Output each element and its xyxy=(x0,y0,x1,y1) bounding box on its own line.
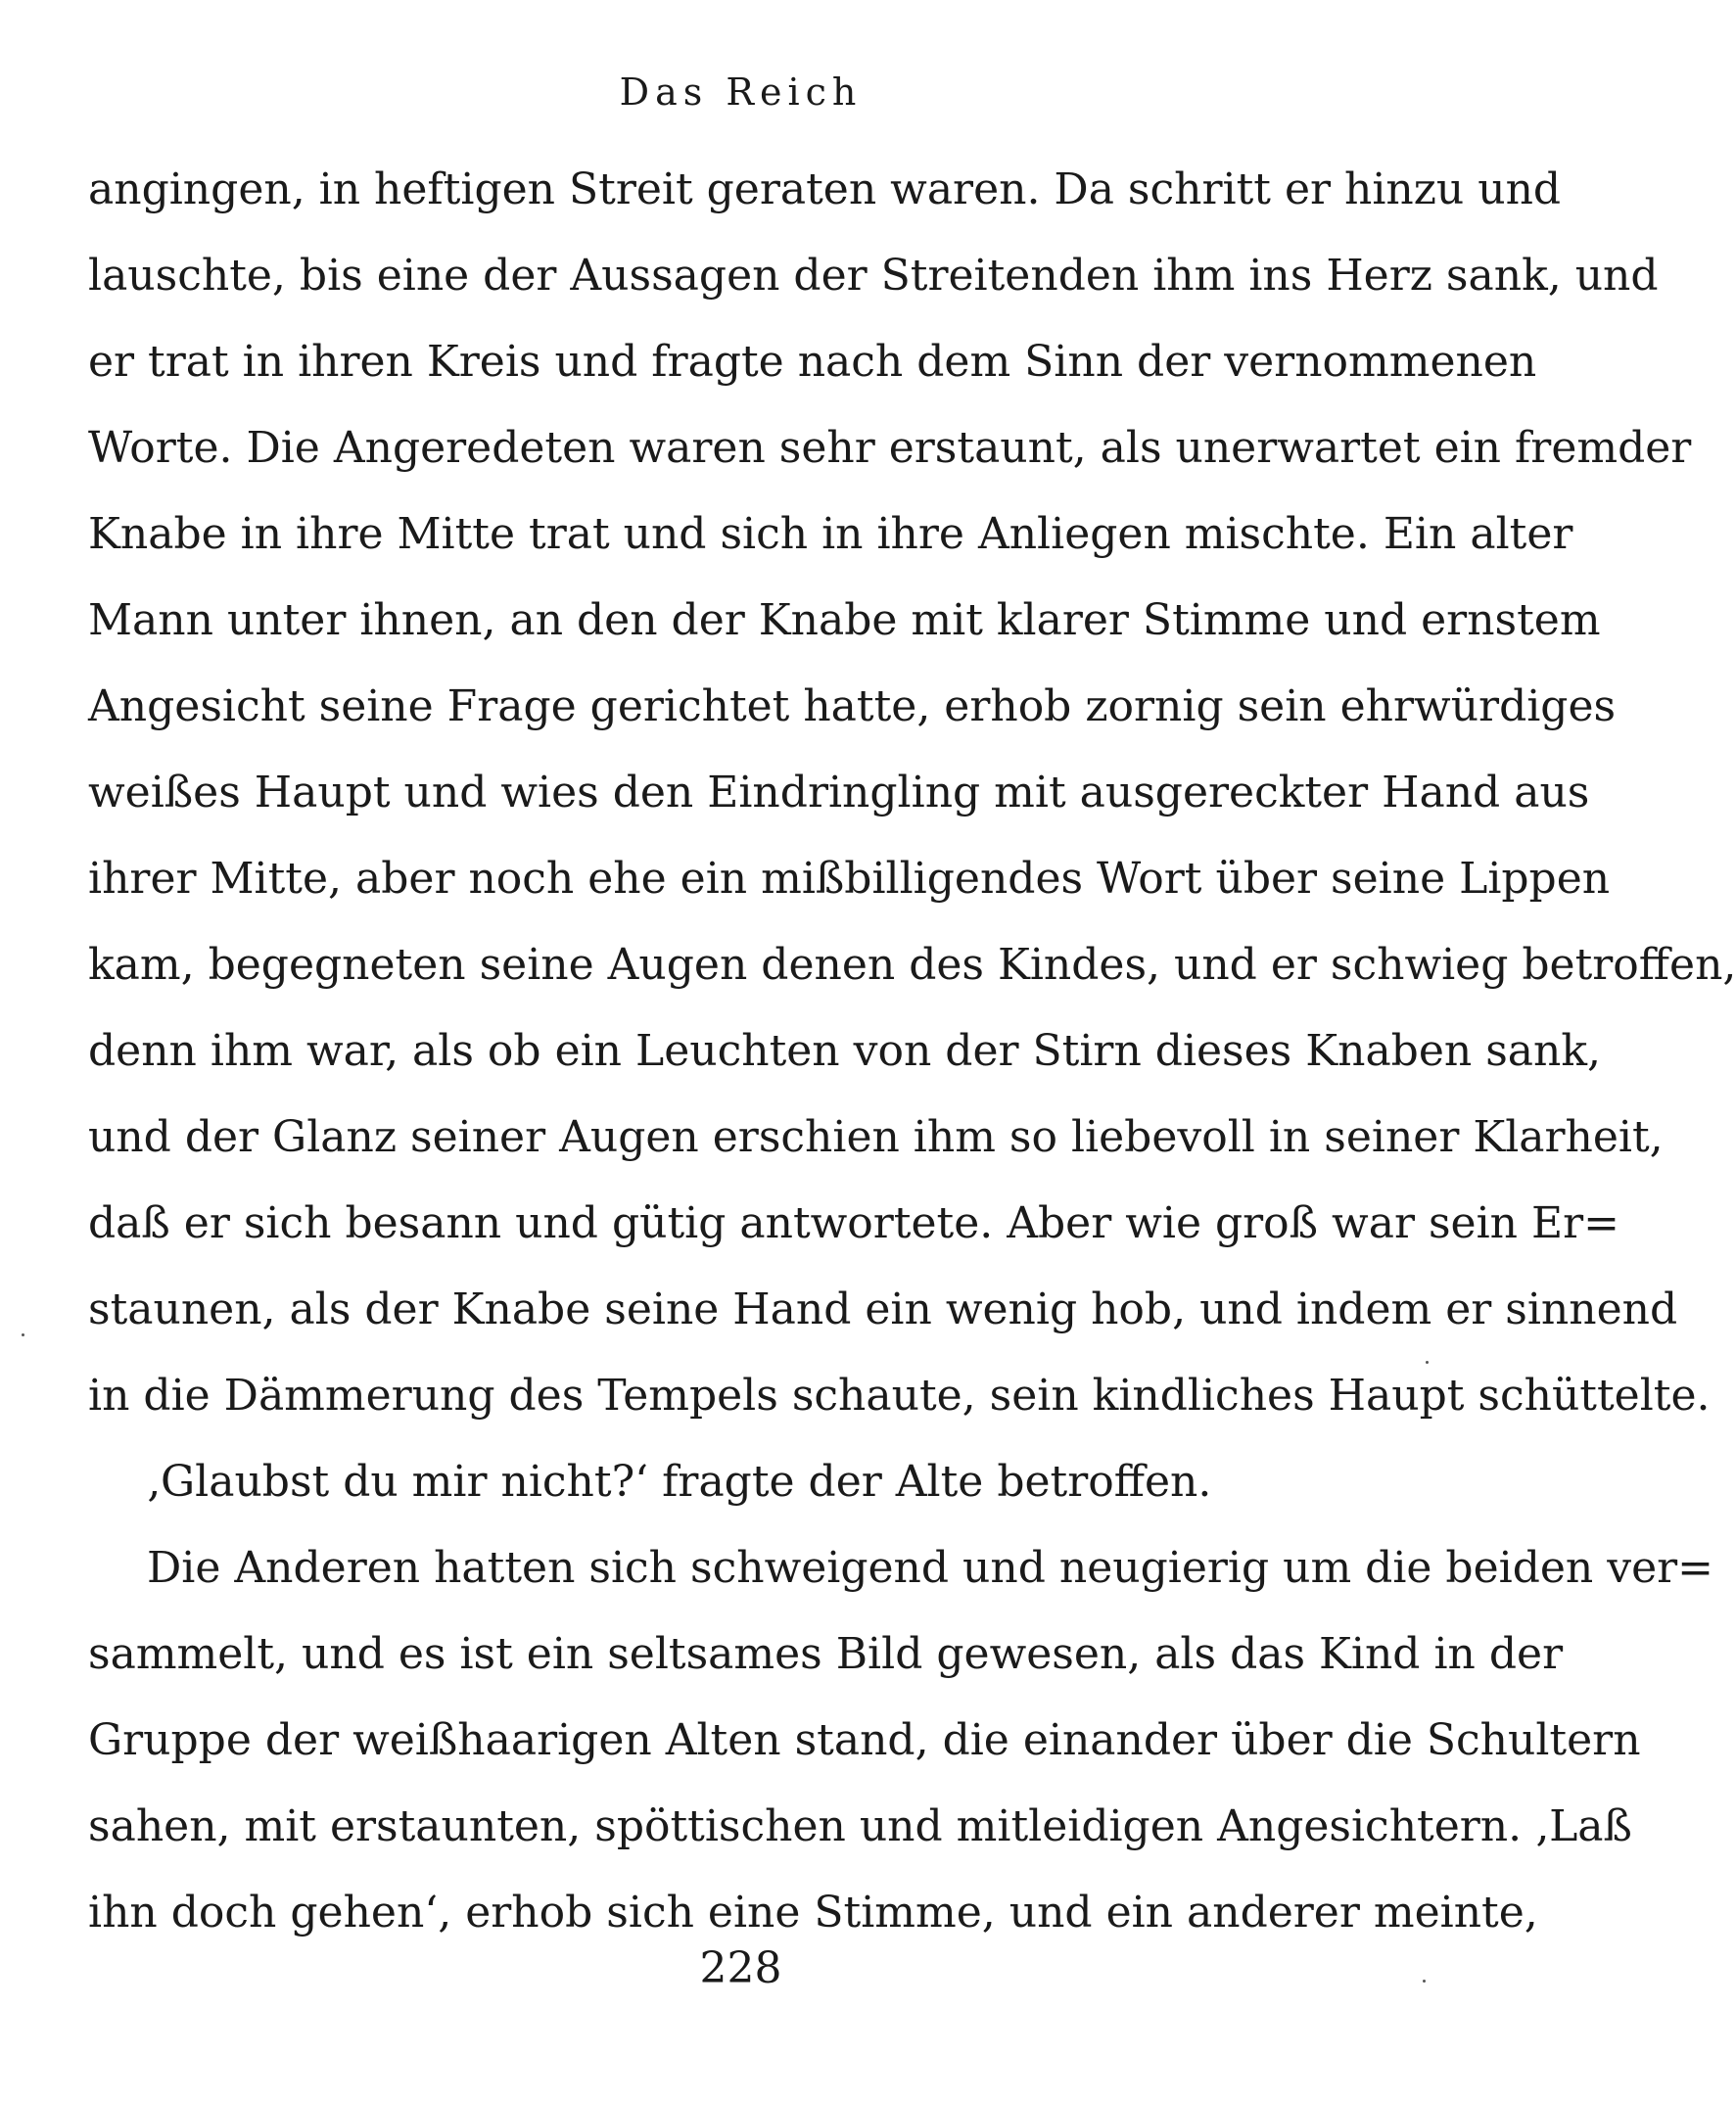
text-line: staunen, als der Knabe seine Hand ein wenig hob, und indem er sinnend xyxy=(88,1284,1678,1334)
paper-speck xyxy=(1426,1361,1429,1364)
text-line: ihn doch gehen‘, erhob sich eine Stimme, und ein anderer meinte, xyxy=(88,1888,1538,1938)
text-line: und der Glanz seiner Augen erschien ihm so liebevoll in seiner Klarheit, xyxy=(88,1112,1664,1162)
text-line: Angesicht seine Frage gerichtet hatte, erhob zornig sein ehrwürdiges xyxy=(88,681,1617,731)
text-line: ‚Glaubst du mir nicht?‘ fragte der Alte betroffen. xyxy=(147,1457,1212,1507)
text-line: Worte. Die Angeredeten waren sehr erstaunt, als unerwartet ein fremder xyxy=(88,423,1692,473)
text-line: angingen, in heftigen Streit geraten waren. Da schritt er hinzu und xyxy=(88,164,1562,214)
text-line: in die Dämmerung des Tempels schaute, sein kindliches Haupt schüttelte. xyxy=(88,1371,1711,1421)
text-line: kam, begegneten seine Augen denen des Kindes, und er schwieg betroffen, xyxy=(88,940,1736,990)
paper-speck xyxy=(1423,1980,1426,1983)
text-line: weißes Haupt und wies den Eindringling mit ausgereckter Hand aus xyxy=(88,768,1590,817)
text-line: sammelt, und es ist ein seltsames Bild gewesen, als das Kind in der xyxy=(88,1629,1564,1679)
paper-speck xyxy=(22,1333,24,1336)
text-line: lauschte, bis eine der Aussagen der Streitenden ihm ins Herz sank, und xyxy=(88,251,1659,301)
running-head: Das Reich xyxy=(619,70,863,114)
body-text xyxy=(88,147,1736,1956)
text-line: Mann unter ihnen, an den der Knabe mit klarer Stimme und ernstem xyxy=(88,595,1601,645)
text-line: sahen, mit erstaunten, spöttischen und mitleidigen Angesichtern. ‚Laß xyxy=(88,1801,1632,1851)
text-line: Gruppe der weißhaarigen Alten stand, die einander über die Schultern xyxy=(88,1715,1641,1765)
text-line: denn ihm war, als ob ein Leuchten von der Stirn dieses Knaben sank, xyxy=(88,1026,1602,1076)
text-line: ihrer Mitte, aber noch ehe ein mißbilligendes Wort über seine Lippen xyxy=(88,854,1611,904)
text-line: er trat in ihren Kreis und fragte nach dem Sinn der vernommenen xyxy=(88,337,1537,387)
text-line: Knabe in ihre Mitte trat und sich in ihre Anliegen mischte. Ein alter xyxy=(88,509,1573,559)
page-number: 228 xyxy=(699,1943,782,1993)
text-line: Die Anderen hatten sich schweigend und neugierig um die beiden ver= xyxy=(147,1543,1714,1593)
text-line: daß er sich besann und gütig antwortete. Aber wie groß war sein Er= xyxy=(88,1198,1619,1248)
